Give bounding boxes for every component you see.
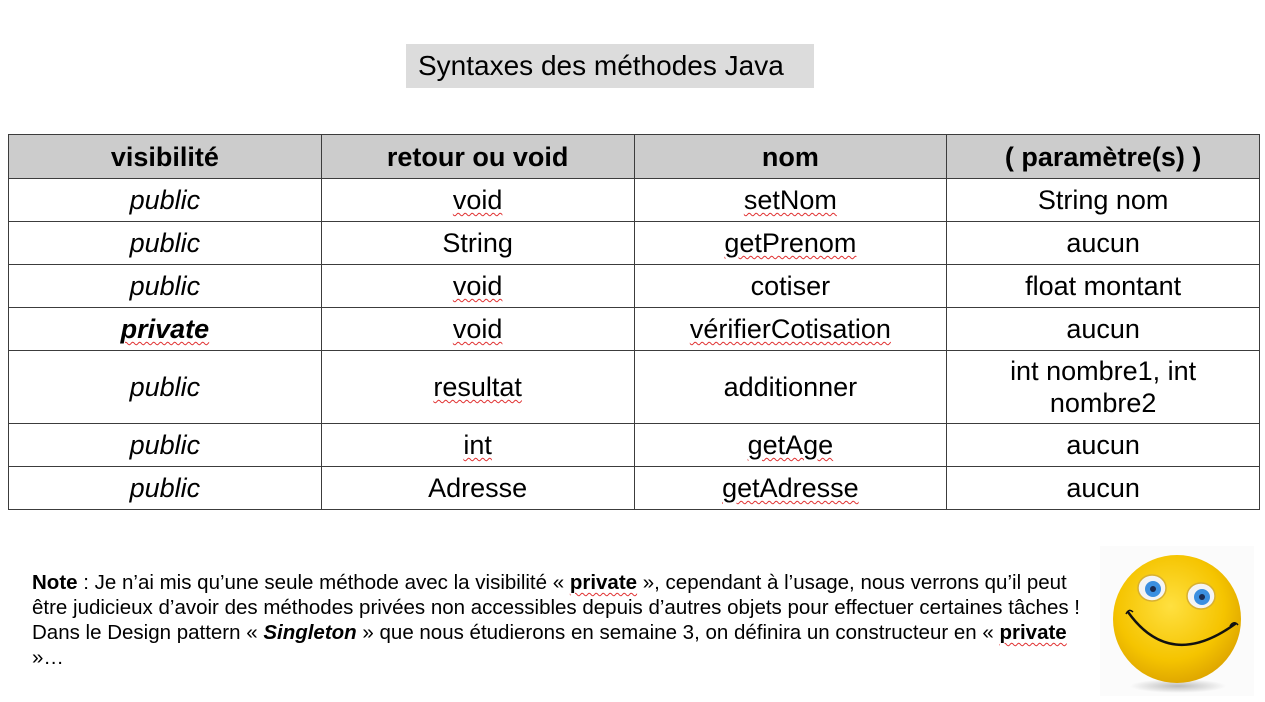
note-keyword-private-2: private xyxy=(999,621,1067,644)
header-visibility: visibilité xyxy=(9,135,322,179)
table-row xyxy=(9,424,1260,467)
note-text-2: », cependant à l’usage, nous verrons qu’il peut être judicieux d’avoir des méthodes privées non accessibles depuis d’autres objets pour effectuer certaines tâches ! Dans le Design pattern « xyxy=(32,571,1080,644)
methods-syntax-table xyxy=(8,134,1260,510)
cell-name xyxy=(634,179,947,222)
cell-return xyxy=(321,308,634,351)
cell-visibility: public xyxy=(9,265,322,308)
cell-name-text: getPrenom xyxy=(724,228,857,258)
cell-params: aucun xyxy=(947,467,1260,510)
cell-params: aucun xyxy=(947,222,1260,265)
cell-name xyxy=(634,222,947,265)
table-row xyxy=(9,265,1260,308)
cell-name xyxy=(634,424,947,467)
cell-params: int nombre1, int nombre2 xyxy=(947,351,1260,424)
cell-return xyxy=(321,179,634,222)
header-params: ( paramètre(s) ) xyxy=(947,135,1260,179)
cell-return: String xyxy=(321,222,634,265)
cell-return-text: void xyxy=(452,185,503,215)
cell-visibility-text: private xyxy=(120,314,210,344)
cell-params: aucun xyxy=(947,424,1260,467)
note-keyword-private: private xyxy=(569,571,638,594)
table-row xyxy=(9,222,1260,265)
note-text-1: : Je n’ai mis qu’une seule méthode avec la visibilité « xyxy=(77,571,570,594)
cell-name-text: getAge xyxy=(747,430,834,460)
cell-return xyxy=(321,351,634,424)
note-label: Note xyxy=(32,571,78,594)
cell-name-text: setNom xyxy=(743,185,837,215)
cell-return-text: int xyxy=(463,430,492,460)
header-return-text: retour ou void xyxy=(386,141,569,172)
cell-params: float montant xyxy=(947,265,1260,308)
cell-visibility: public xyxy=(9,467,322,510)
cell-visibility: public xyxy=(9,179,322,222)
header-return xyxy=(321,135,634,179)
cell-name-text: vérifierCotisation xyxy=(689,314,891,344)
cell-return-text: resultat xyxy=(433,372,522,402)
cell-params: String nom xyxy=(947,179,1260,222)
slide-title: Syntaxes des méthodes Java xyxy=(406,44,814,88)
note-keyword-singleton: Singleton xyxy=(263,621,357,644)
cell-return-text: void xyxy=(452,314,503,344)
cell-visibility: public xyxy=(9,424,322,467)
note-text-3: » que nous étudierons en semaine 3, on définira un constructeur en « xyxy=(356,621,1000,644)
cell-visibility: public xyxy=(9,351,322,424)
note-paragraph xyxy=(32,570,1102,670)
cell-params: aucun xyxy=(947,308,1260,351)
header-name: nom xyxy=(634,135,947,179)
cell-visibility: public xyxy=(9,222,322,265)
cell-return xyxy=(321,265,634,308)
cell-visibility xyxy=(9,308,322,351)
cell-name-text: getAdresse xyxy=(722,473,859,503)
table-row xyxy=(9,467,1260,510)
cell-name: cotiser xyxy=(634,265,947,308)
note-text-4: »… xyxy=(32,646,64,669)
cell-return-text: void xyxy=(452,271,503,301)
cell-name: additionner xyxy=(634,351,947,424)
cell-return: Adresse xyxy=(321,467,634,510)
table-row xyxy=(9,308,1260,351)
table-row xyxy=(9,351,1260,424)
smiley-face-graphic xyxy=(1100,546,1254,696)
smiley-face-icon xyxy=(1100,546,1254,696)
cell-name xyxy=(634,467,947,510)
cell-return xyxy=(321,424,634,467)
cell-name xyxy=(634,308,947,351)
table-header-row xyxy=(9,135,1260,179)
table-row xyxy=(9,179,1260,222)
